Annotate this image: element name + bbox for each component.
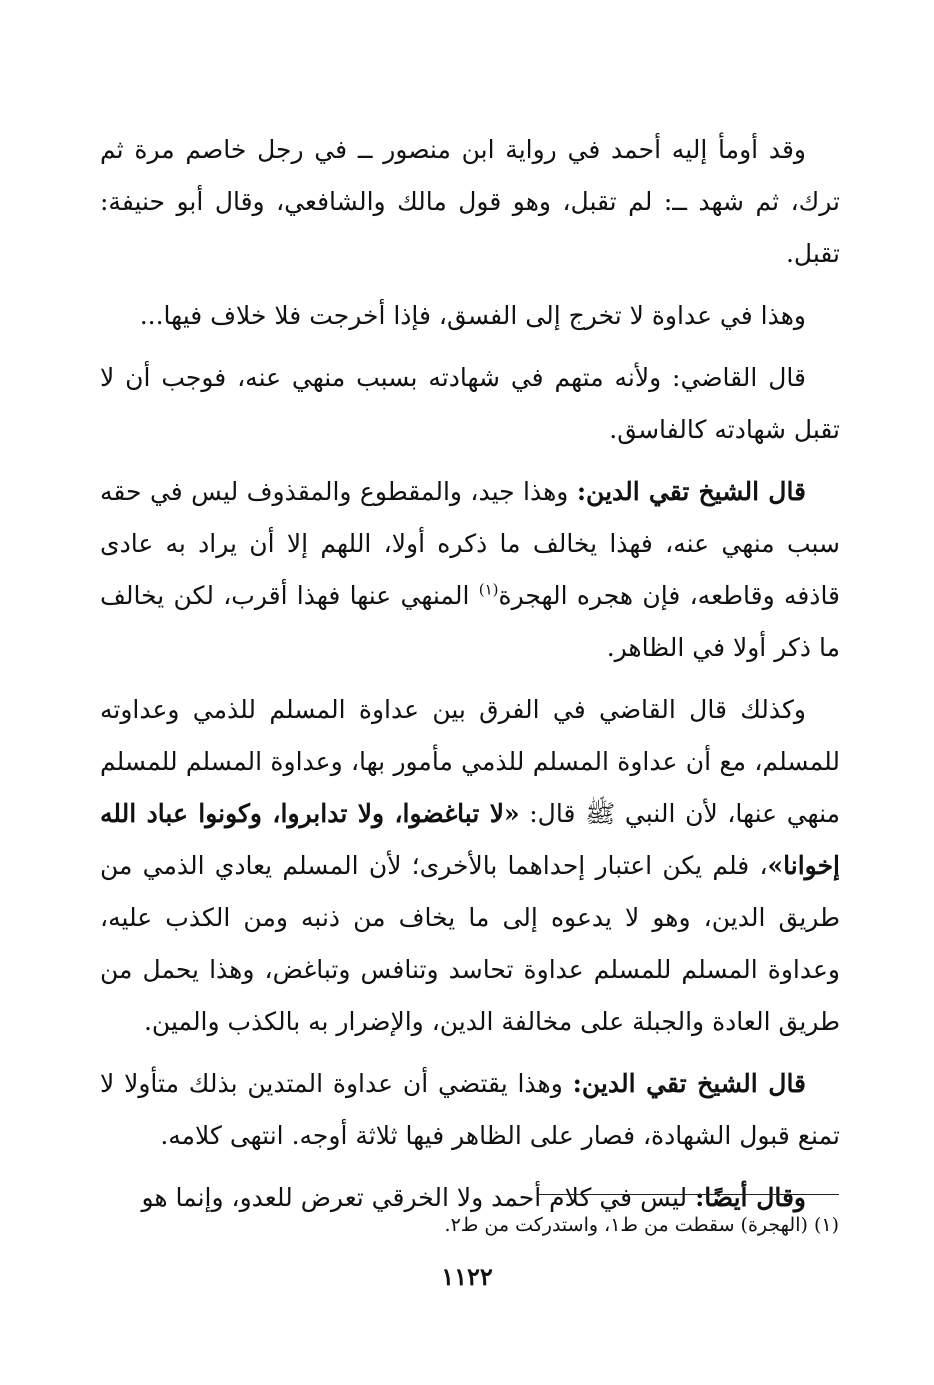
paragraph-5-text-b: ، فلم يكن اعتبار إحداهما بالأخرى؛ لأن المسلم يعادي الذمي من طريق الدين، وهو لا يدعوه إلى ما يخاف من ذنبه ومن الكذب عليه، وعداوة المسلم للمسلم عداوة تحاسد وتنافس وتباغض، وهذا يحمل من طريق العادة والجبلة على مخالفة الدين، والإضرار به بالكذب والمين. xyxy=(100,851,840,1036)
paragraph-4-text-a: وهذا جيد، والمقطوع والمقذوف ليس في حقه سبب منهي عنه، فهذا يخالف ما ذكره أولا، اللهم إلا أن يراد به عادى قاذفه وقاطعه، فإن هجره الهجرة xyxy=(100,477,841,610)
paragraph-7-text: ليس في كلام أحمد ولا الخرقي تعرض للعدو، وإنما هو xyxy=(141,1183,696,1212)
paragraph-7-speaker: وقال أيضًا: xyxy=(695,1183,806,1212)
paragraph-2 xyxy=(100,290,840,342)
footnote-divider xyxy=(539,1194,839,1195)
paragraph-4-text-b: المنهي عنها فهذا أقرب، لكن يخالف ما ذكر أولا في الظاهر. xyxy=(100,581,840,662)
page-body xyxy=(100,124,840,1224)
paragraph-3-text: قال القاضي: ولأنه متهم في شهادته بسبب منهي عنه، فوجب أن لا تقبل شهادته كالفاسق. xyxy=(100,363,840,444)
paragraph-6-text: وهذا يقتضي أن عداوة المتدين بذلك متأولا لا تمنع قبول الشهادة، فصار على الظاهر فيها ثلاثة أوجه. انتهى كلامه. xyxy=(100,1069,840,1150)
paragraph-3 xyxy=(100,352,840,456)
hadith-quote: «لا تباغضوا، ولا تدابروا، وكونوا عباد الله إخوانا» xyxy=(100,799,840,880)
footnote-number: (١) xyxy=(813,1214,839,1236)
paragraph-6-speaker: قال الشيخ تقي الدين: xyxy=(572,1069,807,1098)
paragraph-2-text: وهذا في عداوة لا تخرج إلى الفسق، فإذا أخرجت فلا خلاف فيها... xyxy=(139,301,806,330)
footnote xyxy=(99,1210,839,1240)
paragraph-4-speaker: قال الشيخ تقي الدين: xyxy=(576,477,807,506)
paragraph-5-text-a: وكذلك قال القاضي في الفرق بين عداوة المسلم للذمي وعداوته للمسلم، مع أن عداوة المسلم للذمي مأمور بها، وعداوة المسلم للمسلم منهي عنها، لأن النبي ﷺ قال: xyxy=(100,695,840,828)
paragraph-1 xyxy=(100,124,840,280)
paragraph-6 xyxy=(100,1058,840,1162)
paragraph-4 xyxy=(100,466,840,674)
footnote-text: (الهجرة) سقطت من ط١، واستدركت من ط٢. xyxy=(444,1214,808,1236)
page-number: ١١٢٢ xyxy=(441,1262,493,1291)
paragraph-5 xyxy=(100,684,840,1048)
paragraph-1-text: وقد أومأ إليه أحمد في رواية ابن منصور ــ في رجل خاصم مرة ثم ترك، ثم شهد ــ: لم تقبل، وهو قول مالك والشافعي، وقال أبو حنيفة: تقبل. xyxy=(100,135,840,268)
footnote-reference: (١) xyxy=(478,580,499,599)
